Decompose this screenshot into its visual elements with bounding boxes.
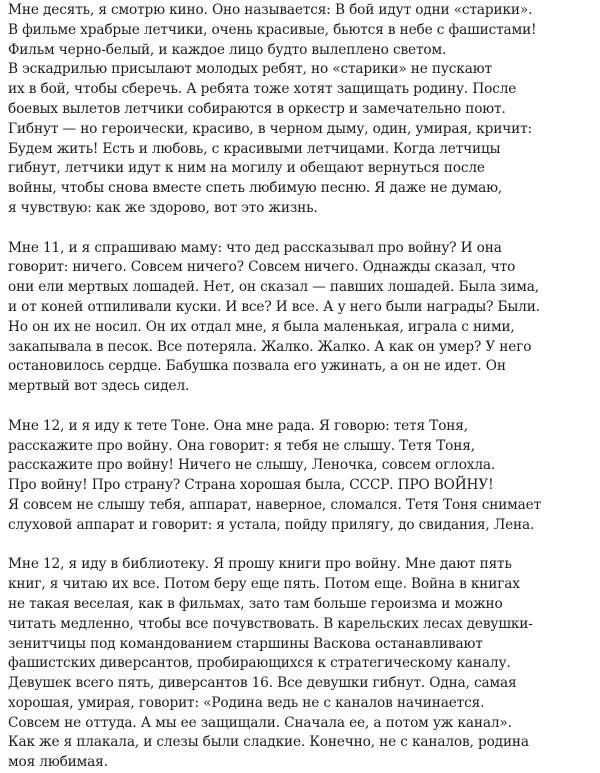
text-line: зенитчицы под командованием старшины Васкова останавливают	[8, 635, 483, 652]
text-line: говорит: ничего. Совсем ничего? Совсем ничего. Однажды сказал, что	[8, 259, 516, 276]
paragraph-1	[8, 1, 596, 219]
text-line: Мне 12, я иду в библиотеку. Я прошу книги про войну. Мне дают пять	[8, 556, 512, 573]
text-line: боевых вылетов летчики собираются в оркестр и замечательно поют.	[8, 100, 506, 117]
text-line: слуховой аппарат и говорит: я устала, пойду прилягу, до свидания, Лена.	[8, 516, 535, 533]
text-line: мертвый вот здесь сидел.	[8, 378, 190, 395]
text-line: расскажите про войну. Она говорит: я тебя не слышу. Тетя Тоня,	[8, 437, 475, 454]
text-line: Мне 12, и я иду к тете Тоне. Она мне рада. Я говорю: тетя Тоня,	[8, 417, 468, 434]
text-line: В эскадрилью присылают молодых ребят, но «старики» не пускают	[8, 61, 492, 78]
text-line: Как же я плакала, и слезы были сладкие. Конечно, не с каналов, родина	[8, 734, 529, 751]
text-line: читать медленно, чтобы все почувствовать. В карельских лесах девушки-	[8, 615, 533, 632]
text-line: Совсем не оттуда. А мы ее защищали. Сначала ее, а потом уж канал».	[8, 714, 512, 731]
text-line: я чувствую: как же здорово, вот это жизнь.	[8, 199, 318, 216]
text-line: моя любимая.	[8, 754, 108, 771]
text-line: Девушек всего пять, диверсантов 16. Все девушки гибнут. Одна, самая	[8, 675, 517, 692]
text-line: Мне 11, и я спрашиваю маму: что дед рассказывал про войну? И она	[8, 239, 502, 256]
text-line: Будем жить! Есть и любовь, с красивыми летчицами. Когда летчицы	[8, 140, 501, 157]
text-line: не такая веселая, как в фильмах, зато там больше героизма и можно	[8, 595, 503, 612]
text-line: Я совсем не слышу тебя, аппарат, наверное, сломался. Тетя Тоня снимает	[8, 496, 542, 513]
text-line: Гибнут — но героически, красиво, в черном дыму, один, умирая, кричит:	[8, 120, 532, 137]
text-line: и от коней отпиливали куски. И все? И все. А у него были награды? Были.	[8, 298, 540, 315]
text-line: хорошая, умирая, говорит: «Родина ведь не с каналов начинается.	[8, 694, 485, 711]
text-line: фашистских диверсантов, пробирающихся к стратегическому каналу.	[8, 655, 511, 672]
text-line: расскажите про войну! Ничего не слышу, Леночка, совсем оглохла.	[8, 457, 496, 474]
text-line: они ели мертвых лошадей. Нет, он сказал — павших лошадей. Была зима,	[8, 279, 539, 296]
text-line: их в бой, чтобы сберечь. А ребята тоже хотят защищать родину. После	[8, 81, 517, 98]
text-line: войны, чтобы снова вместе спеть любимую песню. Я даже не думаю,	[8, 180, 503, 197]
paragraph-2	[8, 239, 596, 397]
text-line: книг, я читаю их все. Потом беру еще пять. Потом еще. Война в книгах	[8, 576, 520, 593]
article-text	[8, 1, 596, 773]
text-line: гибнут, летчики идут к ним на могилу и обещают вернуться после	[8, 160, 485, 177]
text-line: Про войну! Про страну? Страна хорошая была, СССР. ПРО ВОЙНУ!	[8, 477, 494, 494]
text-line: закапывала в песок. Все потеряла. Жалко. Жалко. А как он умер? У него	[8, 338, 532, 355]
text-line: Но он их не носил. Он их отдал мне, я была маленькая, играла с ними,	[8, 318, 515, 335]
paragraph-3	[8, 417, 596, 536]
paragraph-4	[8, 555, 596, 773]
text-line: В фильме храбрые летчики, очень красивые, бьются в небе с фашистами!	[8, 21, 537, 38]
text-line: остановилось сердце. Бабушка позвала его ужинать, а он не идет. Он	[8, 358, 506, 375]
text-line: Мне десять, я смотрю кино. Оно называется: В бой идут одни «старики».	[8, 2, 533, 18]
text-line: Фильм черно-белый, и каждое лицо будто вылеплено светом.	[8, 41, 447, 58]
